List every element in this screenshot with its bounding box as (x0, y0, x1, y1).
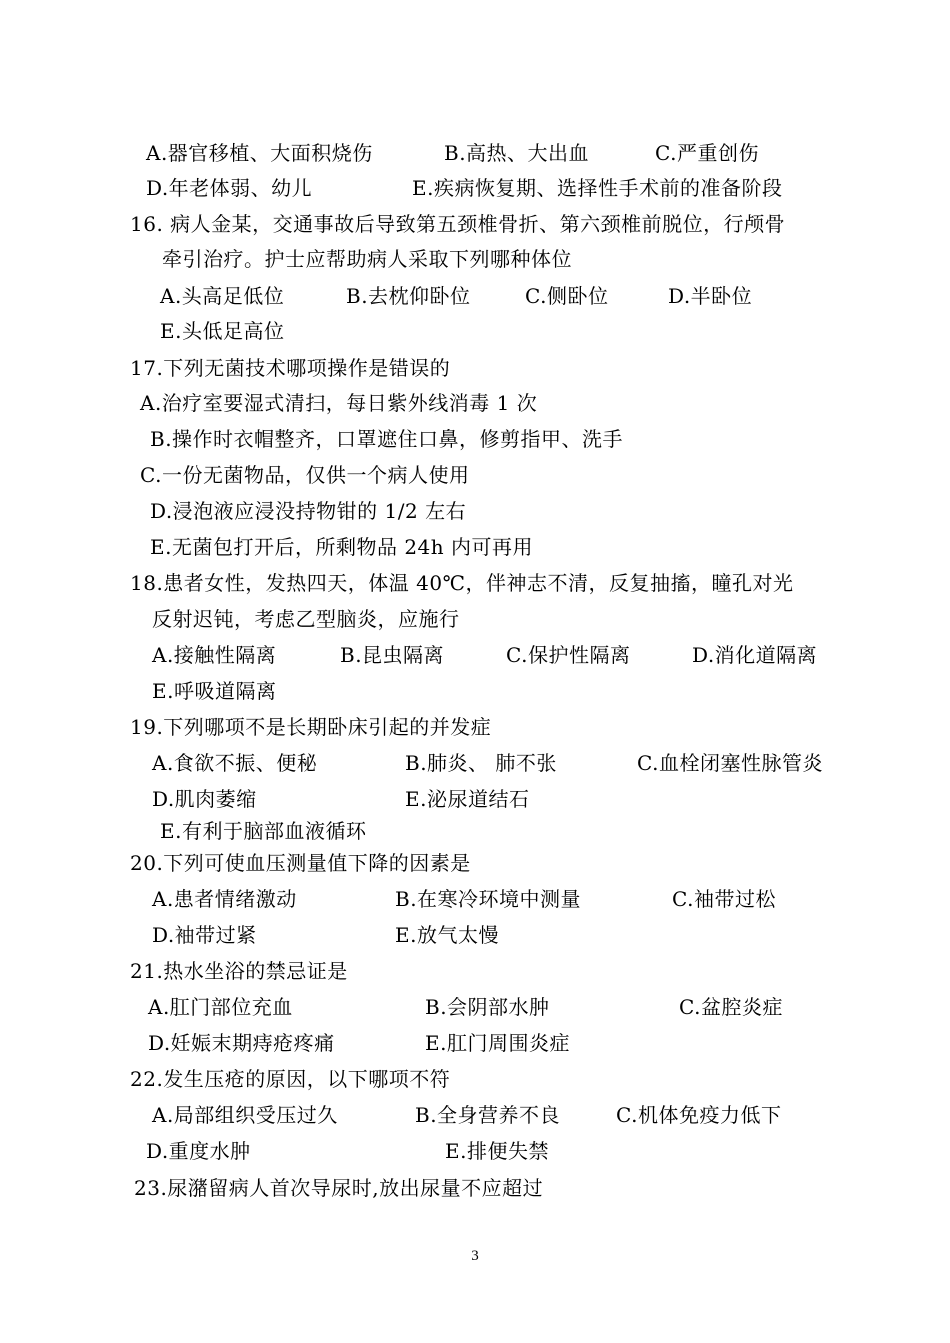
q15-option-e: E.疾病恢复期、选择性手术前的准备阶段 (412, 176, 783, 200)
q21-option-c: C.盆腔炎症 (679, 995, 783, 1019)
q16-option-c: C.侧卧位 (525, 284, 609, 308)
q19-option-e2: E.有利于脑部血液循环 (160, 819, 367, 843)
q23-stem: 23.尿潴留病人首次导尿时,放出尿量不应超过 (134, 1176, 544, 1200)
q20-option-a: A.患者情绪激动 (152, 887, 297, 911)
q21-option-d: D.妊娠末期痔疮疼痛 (148, 1031, 335, 1055)
q15-option-a: A.器官移植、大面积烧伤 (146, 141, 373, 165)
q19-option-b: B.肺炎、 肺不张 (405, 751, 557, 775)
page-number: 3 (471, 1248, 479, 1264)
q22-option-e: E.排便失禁 (445, 1139, 549, 1163)
q20-stem: 20.下列可使血压测量值下降的因素是 (130, 851, 471, 875)
q20-option-d: D.袖带过紧 (152, 923, 257, 947)
q17-option-e: E.无菌包打开后，所剩物品 24h 内可再用 (150, 535, 534, 559)
q19-option-a: A.食欲不振、便秘 (152, 751, 318, 775)
q17-option-b: B.操作时衣帽整齐，口罩遮住口鼻，修剪指甲、洗手 (150, 427, 624, 451)
q18-option-a: A.接触性隔离 (152, 643, 277, 667)
q15-option-b: B.高热、大出血 (444, 141, 590, 165)
q19-stem: 19.下列哪项不是长期卧床引起的并发症 (130, 715, 492, 739)
q16-option-a: A.头高足低位 (160, 284, 285, 308)
q20-option-e: E.放气太慢 (395, 923, 499, 947)
q20-option-c: C.袖带过松 (672, 887, 776, 911)
q18-stem-line2: 反射迟钝，考虑乙型脑炎，应施行 (152, 607, 460, 631)
q22-stem: 22.发生压疮的原因，以下哪项不符 (130, 1067, 451, 1091)
q22-option-d: D.重度水肿 (146, 1139, 251, 1163)
q22-option-c: C.机体免疫力低下 (616, 1103, 782, 1127)
q19-option-c: C.血栓闭塞性脉管炎 (637, 751, 823, 775)
q21-option-e: E.肛门周围炎症 (425, 1031, 570, 1055)
q20-option-b: B.在寒冷环境中测量 (395, 887, 582, 911)
q16-stem-line2: 牵引治疗。护士应帮助病人采取下列哪种体位 (162, 247, 572, 271)
q18-stem-line1: 18.患者女性，发热四天，体温 40℃，伴神志不清，反复抽搐，瞳孔对光 (130, 571, 794, 595)
q22-option-b: B.全身营养不良 (415, 1103, 561, 1127)
q15-option-d: D.年老体弱、幼儿 (146, 176, 313, 200)
q19-option-d: D.肌肉萎缩 (152, 787, 257, 811)
q17-stem: 17.下列无菌技术哪项操作是错误的 (130, 356, 451, 380)
q16-option-b: B.去枕仰卧位 (346, 284, 471, 308)
q22-option-a: A.局部组织受压过久 (152, 1103, 338, 1127)
q18-option-e: E.呼吸道隔离 (152, 679, 277, 703)
q17-option-a: A.治疗室要湿式清扫，每日紫外线消毒 1 次 (140, 391, 538, 415)
q21-option-b: B.会阴部水肿 (425, 995, 550, 1019)
q15-option-c: C.严重创伤 (655, 141, 759, 165)
q21-stem: 21.热水坐浴的禁忌证是 (130, 959, 348, 983)
q21-option-a: A.肛门部位充血 (148, 995, 293, 1019)
q18-option-c: C.保护性隔离 (506, 643, 631, 667)
q19-option-e1: E.泌尿道结石 (405, 787, 530, 811)
q16-option-d: D.半卧位 (668, 284, 753, 308)
q16-stem-line1: 16. 病人金某，交通事故后导致第五颈椎骨折、第六颈椎前脱位，行颅骨 (130, 212, 786, 236)
q18-option-b: B.昆虫隔离 (340, 643, 445, 667)
q16-option-e: E.头低足高位 (160, 319, 285, 343)
q17-option-c: C.一份无菌物品，仅供一个病人使用 (140, 463, 470, 487)
q17-option-d: D.浸泡液应浸没持物钳的 1/2 左右 (150, 499, 467, 523)
q18-option-d: D.消化道隔离 (692, 643, 818, 667)
